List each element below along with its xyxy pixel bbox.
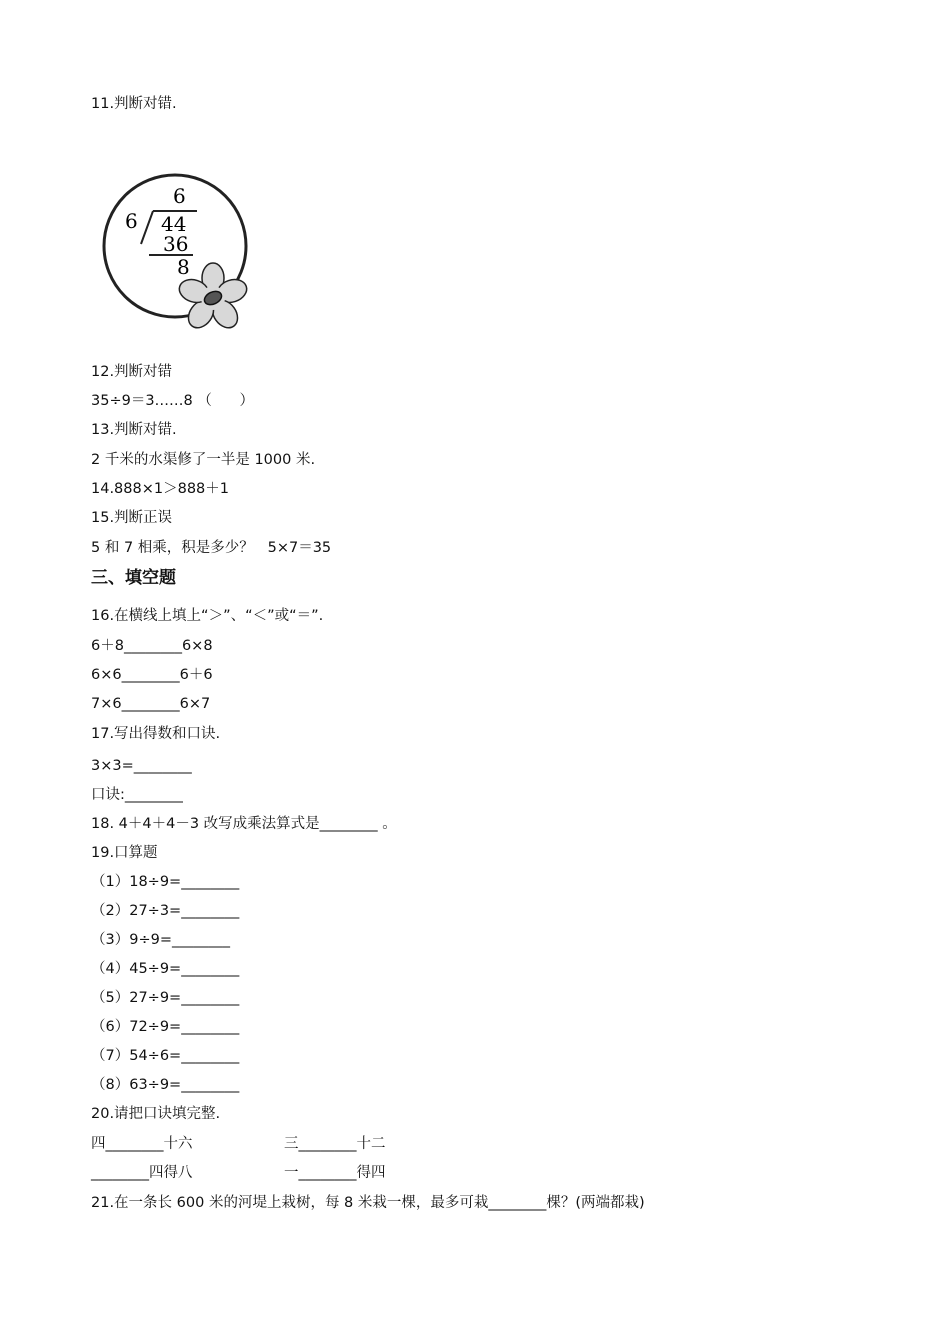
q16-item: 6＋8________6×8 [91,638,213,654]
q16-item: 6×6________6＋6 [91,667,213,683]
figure-quotient: 6 [173,184,186,208]
q16-item: 7×6________6×7 [91,696,211,712]
figure-divisor: 6 [125,209,138,233]
q19-item: （1）18÷9=________ [91,874,240,890]
q17-item: 口诀:________ [91,787,183,803]
q20-item: 三________十二 [284,1136,386,1152]
q11-division-figure [95,168,265,338]
q19-item: （7）54÷6=________ [91,1048,240,1064]
q17-item: 3×3=________ [91,758,192,774]
q19-item: （2）27÷3=________ [91,903,240,919]
q15-statement: 5 和 7 相乘，积是多少？ 5×7＝35 [91,540,332,556]
q13-statement: 2 千米的水渠修了一半是 1000 米. [91,452,316,468]
q20-item: 一________得四 [284,1165,386,1181]
q20-item: ________四得八 [91,1165,193,1181]
q19-item: （8）63÷9=________ [91,1077,240,1093]
q13-title: 13.判断对错. [91,422,177,438]
q14-title: 14.888×1＞888＋1 [91,481,230,497]
q16-title: 16.在横线上填上“＞”、“＜”或“＝”. [91,608,324,624]
section-heading-fill-blanks: 三、填空题 [91,568,176,588]
q20-item: 四________十六 [91,1136,193,1152]
q15-title: 15.判断正误 [91,510,173,526]
q19-item: （4）45÷9=________ [91,961,240,977]
q18-title: 18. 4＋4＋4－3 改写成乘法算式是________ 。 [91,816,397,832]
q19-title: 19.口算题 [91,845,158,861]
q19-item: （6）72÷9=________ [91,1019,240,1035]
q12-statement: 35÷9＝3……8 （ ） [91,393,255,409]
q17-title: 17.写出得数和口诀. [91,726,221,742]
q19-item: （3）9÷9=________ [91,932,230,948]
figure-remainder: 8 [177,255,190,279]
figure-product: 36 [163,232,189,256]
q12-title: 12.判断对错 [91,364,173,380]
q20-title: 20.请把口诀填完整. [91,1106,221,1122]
q21-title: 21.在一条长 600 米的河堤上栽树，每 8 米栽一棵，最多可栽________棵？(两端都栽) [91,1195,645,1211]
q19-item: （5）27÷9=________ [91,990,240,1006]
figure-dividend: 44 [161,212,187,236]
q11-title: 11.判断对错. [91,96,177,112]
